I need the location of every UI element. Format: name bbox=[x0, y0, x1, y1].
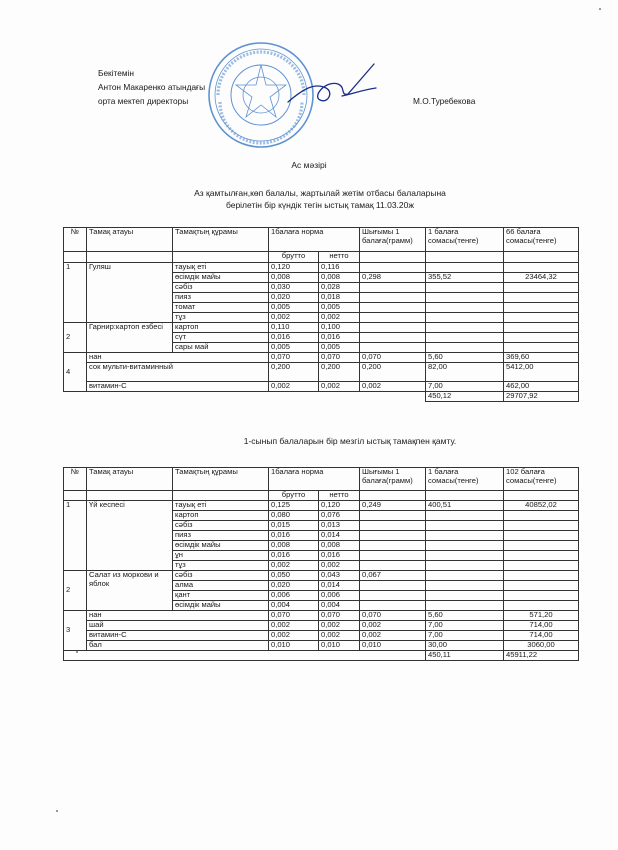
netto-value: 0,002 bbox=[319, 561, 360, 571]
brutto-value: 0,050 bbox=[269, 571, 319, 581]
th-food: Тамақ атауы bbox=[87, 228, 173, 252]
brutto-value: 0,020 bbox=[269, 293, 319, 303]
sum-price: 450,11 bbox=[426, 651, 504, 661]
brutto-value: 0,002 bbox=[269, 382, 319, 392]
menu-table-2 bbox=[63, 467, 579, 661]
ingredient: сәбіз bbox=[173, 521, 269, 531]
netto-value: 0,116 bbox=[319, 263, 360, 273]
ingredient: ұн bbox=[173, 551, 269, 561]
netto-value: 0,013 bbox=[319, 521, 360, 531]
th-usage: Шығымы 1 балаға(грамм) bbox=[360, 468, 426, 491]
section1-subtitle-2: берілетін бір күндік тегін ыстық тамақ 11.03.20ж bbox=[225, 200, 415, 210]
total-value: 3060,00 bbox=[504, 641, 579, 651]
usage-value: 0,070 bbox=[360, 611, 426, 621]
director-signature-icon bbox=[282, 60, 382, 112]
brutto-value: 0,200 bbox=[269, 363, 319, 382]
netto-value: 0,002 bbox=[319, 382, 360, 392]
th-price1: 1 балаға сомасы(тенге) bbox=[426, 468, 504, 491]
dish-name: Үй кеспесі bbox=[87, 501, 173, 571]
scan-speck bbox=[599, 8, 601, 10]
price-value: 5,60 bbox=[426, 611, 504, 621]
total-value: 571,20 bbox=[504, 611, 579, 621]
th-norm: 1балаға норма bbox=[269, 468, 360, 491]
usage-value: 0,002 bbox=[360, 621, 426, 631]
brutto-value: 0,002 bbox=[269, 561, 319, 571]
extra-name: бал bbox=[87, 641, 269, 651]
th-composition: Тамақтың құрамы bbox=[173, 228, 269, 252]
brutto-value: 0,004 bbox=[269, 601, 319, 611]
approval-line-1: Бекітемін bbox=[98, 68, 134, 78]
brutto-value: 0,002 bbox=[269, 313, 319, 323]
th-norm: 1балаға норма bbox=[269, 228, 360, 252]
brutto-value: 0,030 bbox=[269, 283, 319, 293]
netto-value: 0,018 bbox=[319, 293, 360, 303]
th-brutto: брутто bbox=[269, 252, 319, 263]
netto-value: 0,014 bbox=[319, 581, 360, 591]
menu-table-1 bbox=[63, 227, 579, 402]
extra-name: шай bbox=[87, 621, 269, 631]
total-value: 40852,02 bbox=[504, 501, 579, 511]
dish-num: 1 bbox=[64, 263, 87, 323]
table-row bbox=[64, 571, 579, 581]
dish-num: 2 bbox=[64, 571, 87, 611]
netto-value: 0,008 bbox=[319, 541, 360, 551]
section1-subtitle-1: Аз қамтылған,көп балалы, жартылай жетім отбасы балаларына bbox=[194, 188, 446, 198]
table-row bbox=[64, 263, 579, 273]
brutto-value: 0,016 bbox=[269, 531, 319, 541]
table-row bbox=[64, 631, 579, 641]
table-row bbox=[64, 323, 579, 333]
table-row bbox=[64, 382, 579, 392]
sum-total: 29707,92 bbox=[504, 392, 579, 402]
usage-value: 0,070 bbox=[360, 353, 426, 363]
dish-name: Гарнир:картоп езбесі bbox=[87, 323, 173, 353]
brutto-value: 0,008 bbox=[269, 541, 319, 551]
th-total: 66 балаға сомасы(тенге) bbox=[504, 228, 579, 252]
netto-value: 0,043 bbox=[319, 571, 360, 581]
total-value: 5412,00 bbox=[504, 363, 579, 382]
table-row bbox=[64, 611, 579, 621]
brutto-value: 0,070 bbox=[269, 353, 319, 363]
brutto-value: 0,008 bbox=[269, 273, 319, 283]
netto-value: 0,005 bbox=[319, 343, 360, 353]
ingredient: тұз bbox=[173, 313, 269, 323]
extra-name: нан bbox=[87, 353, 269, 363]
th-price1: 1 балаға сомасы(тенге) bbox=[426, 228, 504, 252]
ingredient: өсімдік майы bbox=[173, 541, 269, 551]
netto-value: 0,008 bbox=[319, 273, 360, 283]
price-value: 7,00 bbox=[426, 382, 504, 392]
price-value: 7,00 bbox=[426, 621, 504, 631]
brutto-value: 0,020 bbox=[269, 581, 319, 591]
total-value: 462,00 bbox=[504, 382, 579, 392]
netto-value: 0,005 bbox=[319, 303, 360, 313]
brutto-value: 0,010 bbox=[269, 641, 319, 651]
usage-value: 0,002 bbox=[360, 382, 426, 392]
table-total-row bbox=[64, 651, 579, 661]
dish-name: Салат из моркови и яблок bbox=[87, 571, 173, 611]
dish-num: 2 bbox=[64, 323, 87, 353]
approval-line-3: орта мектеп директоры bbox=[98, 96, 189, 106]
director-name: М.О.Туребекова bbox=[413, 96, 476, 106]
brutto-value: 0,070 bbox=[269, 611, 319, 621]
brutto-value: 0,005 bbox=[269, 343, 319, 353]
brutto-value: 0,016 bbox=[269, 333, 319, 343]
brutto-value: 0,005 bbox=[269, 303, 319, 313]
price-value: 400,51 bbox=[426, 501, 504, 511]
netto-value: 0,070 bbox=[319, 353, 360, 363]
netto-value: 0,004 bbox=[319, 601, 360, 611]
ingredient: өсімдік майы bbox=[173, 601, 269, 611]
netto-value: 0,070 bbox=[319, 611, 360, 621]
brutto-value: 0,080 bbox=[269, 511, 319, 521]
netto-value: 0,200 bbox=[319, 363, 360, 382]
ingredient: пияз bbox=[173, 531, 269, 541]
ingredient: алма bbox=[173, 581, 269, 591]
th-usage: Шығымы 1 балаға(грамм) bbox=[360, 228, 426, 252]
total-value: 23464,32 bbox=[504, 273, 579, 283]
ingredient: томат bbox=[173, 303, 269, 313]
total-value: 714,00 bbox=[504, 621, 579, 631]
total-value: 714,00 bbox=[504, 631, 579, 641]
netto-value: 0,076 bbox=[319, 511, 360, 521]
table-row bbox=[64, 501, 579, 511]
netto-value: 0,028 bbox=[319, 283, 360, 293]
netto-value: 0,016 bbox=[319, 551, 360, 561]
price-value: 5,60 bbox=[426, 353, 504, 363]
extra-name: сок мульти-витаминный bbox=[87, 363, 269, 382]
sum-total: 45911,22 bbox=[504, 651, 579, 661]
th-netto: нетто bbox=[319, 491, 360, 501]
brutto-value: 0,002 bbox=[269, 631, 319, 641]
extras-num: 4 bbox=[64, 353, 87, 392]
brutto-value: 0,110 bbox=[269, 323, 319, 333]
usage-value: 0,010 bbox=[360, 641, 426, 651]
ingredient: сәбіз bbox=[173, 283, 269, 293]
table-total-row bbox=[64, 392, 579, 402]
extras-num: 3 bbox=[64, 611, 87, 651]
table-row bbox=[64, 353, 579, 363]
menu-title: Ас мәзірі bbox=[291, 160, 327, 170]
th-num: № bbox=[64, 468, 87, 491]
ingredient: тауық еті bbox=[173, 501, 269, 511]
th-total: 102 балаға сомасы(тенге) bbox=[504, 468, 579, 491]
usage-value: 0,067 bbox=[360, 571, 426, 581]
extra-name: нан bbox=[87, 611, 269, 621]
th-brutto: брутто bbox=[269, 491, 319, 501]
netto-value: 0,002 bbox=[319, 631, 360, 641]
netto-value: 0,100 bbox=[319, 323, 360, 333]
dish-num: 1 bbox=[64, 501, 87, 571]
ingredient: өсімдік майы bbox=[173, 273, 269, 283]
netto-value: 0,010 bbox=[319, 641, 360, 651]
scan-speck bbox=[76, 651, 78, 653]
price-value: 7,00 bbox=[426, 631, 504, 641]
usage-value: 0,200 bbox=[360, 363, 426, 382]
price-value: 30,00 bbox=[426, 641, 504, 651]
ingredient: сәбіз bbox=[173, 571, 269, 581]
extra-name: витамин-С bbox=[87, 631, 269, 641]
price-value: 355,52 bbox=[426, 273, 504, 283]
sum-price: 450,12 bbox=[426, 392, 504, 402]
extra-name: витамин-С bbox=[87, 382, 269, 392]
brutto-value: 0,120 bbox=[269, 263, 319, 273]
ingredient: тауық еті bbox=[173, 263, 269, 273]
th-num: № bbox=[64, 228, 87, 252]
ingredient: қант bbox=[173, 591, 269, 601]
brutto-value: 0,006 bbox=[269, 591, 319, 601]
th-food: Тамақ атауы bbox=[87, 468, 173, 491]
section2-subtitle: 1-сынып балаларын бір мезгіл ыстық тамақпен қамту. bbox=[243, 436, 457, 446]
usage-value: 0,298 bbox=[360, 273, 426, 283]
netto-value: 0,120 bbox=[319, 501, 360, 511]
netto-value: 0,002 bbox=[319, 621, 360, 631]
table-row bbox=[64, 641, 579, 651]
ingredient: сүт bbox=[173, 333, 269, 343]
usage-value: 0,002 bbox=[360, 631, 426, 641]
netto-value: 0,014 bbox=[319, 531, 360, 541]
netto-value: 0,016 bbox=[319, 333, 360, 343]
ingredient: картоп bbox=[173, 323, 269, 333]
brutto-value: 0,002 bbox=[269, 621, 319, 631]
table-row bbox=[64, 621, 579, 631]
approval-line-2: Антон Макаренко атындағы bbox=[98, 82, 206, 92]
brutto-value: 0,015 bbox=[269, 521, 319, 531]
ingredient: пияз bbox=[173, 293, 269, 303]
table-row bbox=[64, 363, 579, 382]
netto-value: 0,006 bbox=[319, 591, 360, 601]
ingredient: сары май bbox=[173, 343, 269, 353]
total-value: 369,60 bbox=[504, 353, 579, 363]
ingredient: тұз bbox=[173, 561, 269, 571]
th-netto: нетто bbox=[319, 252, 360, 263]
scan-speck bbox=[56, 810, 58, 812]
usage-value: 0,249 bbox=[360, 501, 426, 511]
ingredient: картоп bbox=[173, 511, 269, 521]
brutto-value: 0,016 bbox=[269, 551, 319, 561]
dish-name: Гуляш bbox=[87, 263, 173, 323]
brutto-value: 0,125 bbox=[269, 501, 319, 511]
netto-value: 0,002 bbox=[319, 313, 360, 323]
th-composition: Тамақтың құрамы bbox=[173, 468, 269, 491]
price-value: 82,00 bbox=[426, 363, 504, 382]
